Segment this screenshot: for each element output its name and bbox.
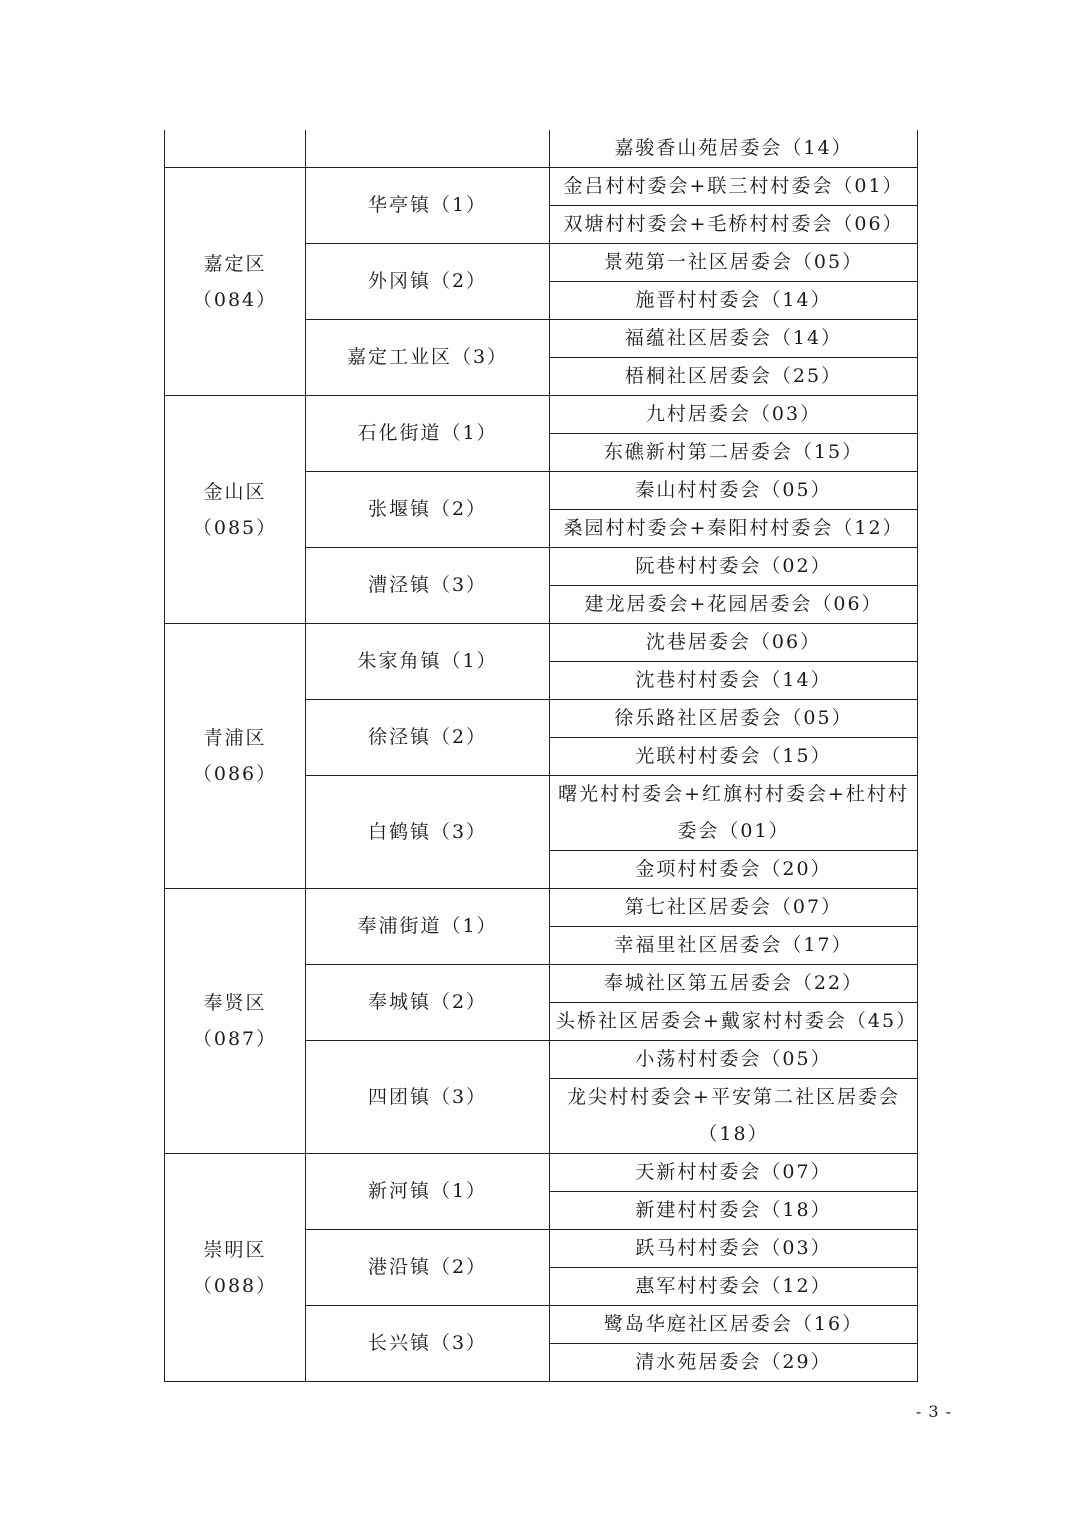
committee-cell: 新建村村委会（18） bbox=[550, 1192, 918, 1230]
district-name: 金山区 bbox=[203, 480, 267, 503]
committee-cell: 沈巷村村委会（14） bbox=[550, 662, 918, 700]
table-row bbox=[165, 624, 918, 662]
town-cell: 嘉定工业区（3） bbox=[306, 320, 550, 396]
town-cell: 石化街道（1） bbox=[306, 396, 550, 472]
committee-cell: 第七社区居委会（07） bbox=[550, 889, 918, 927]
table-row bbox=[165, 889, 918, 927]
table-row bbox=[165, 396, 918, 434]
town-cell: 漕泾镇（3） bbox=[306, 548, 550, 624]
town-cell: 外冈镇（2） bbox=[306, 244, 550, 320]
committee-cell: 建龙居委会+花园居委会（06） bbox=[550, 586, 918, 624]
town-cell: 华亭镇（1） bbox=[306, 168, 550, 244]
town-cell: 奉浦街道（1） bbox=[306, 889, 550, 965]
district-cell bbox=[165, 624, 306, 889]
district-code: （087） bbox=[192, 1028, 278, 1050]
committee-cell: 阮巷村村委会（02） bbox=[550, 548, 918, 586]
town-cell bbox=[306, 130, 550, 168]
district-cell bbox=[165, 396, 306, 624]
committee-cell: 光联村村委会（15） bbox=[550, 738, 918, 776]
table-row bbox=[165, 130, 918, 168]
committee-cell: 秦山村村委会（05） bbox=[550, 472, 918, 510]
town-cell: 长兴镇（3） bbox=[306, 1306, 550, 1382]
town-cell: 港沿镇（2） bbox=[306, 1230, 550, 1306]
committee-cell: 徐乐路社区居委会（05） bbox=[550, 700, 918, 738]
town-cell: 奉城镇（2） bbox=[306, 965, 550, 1041]
committee-cell: 沈巷居委会（06） bbox=[550, 624, 918, 662]
district-cell bbox=[165, 1154, 306, 1382]
town-cell: 白鹤镇（3） bbox=[306, 776, 550, 889]
district-name: 奉贤区 bbox=[203, 992, 267, 1014]
town-cell: 朱家角镇（1） bbox=[306, 624, 550, 700]
district-name: 嘉定区 bbox=[203, 252, 267, 275]
committee-cell: 头桥社区居委会+戴家村村委会（45） bbox=[550, 1003, 918, 1041]
town-cell: 新河镇（1） bbox=[306, 1154, 550, 1230]
committee-cell: 九村居委会（03） bbox=[550, 396, 918, 434]
district-name: 崇明区 bbox=[203, 1238, 267, 1261]
table-row bbox=[165, 1154, 918, 1192]
town-cell: 四团镇（3） bbox=[306, 1041, 550, 1154]
committee-cell: 金项村村委会（20） bbox=[550, 851, 918, 889]
district-cell bbox=[165, 130, 306, 168]
committee-cell: 福蕴社区居委会（14） bbox=[550, 320, 918, 358]
committee-cell: 天新村村委会（07） bbox=[550, 1154, 918, 1192]
committee-cell: 惠军村村委会（12） bbox=[550, 1268, 918, 1306]
committee-cell: 金吕村村委会+联三村村委会（01） bbox=[550, 168, 918, 206]
committee-cell: 跃马村村委会（03） bbox=[550, 1230, 918, 1268]
table-row bbox=[165, 168, 918, 206]
committee-cell: 桑园村村委会+秦阳村村委会（12） bbox=[550, 510, 918, 548]
district-name: 青浦区 bbox=[203, 727, 267, 749]
district-code: （084） bbox=[192, 288, 278, 311]
committee-cell: 梧桐社区居委会（25） bbox=[550, 358, 918, 396]
committee-cell: 小荡村村委会（05） bbox=[550, 1041, 918, 1079]
committee-cell: 东礁新村第二居委会（15） bbox=[550, 434, 918, 472]
committee-cell: 龙尖村村委会+平安第二社区居委会（18） bbox=[550, 1079, 918, 1154]
town-cell: 徐泾镇（2） bbox=[306, 700, 550, 776]
page-number: - 3 - bbox=[915, 1402, 952, 1421]
committee-cell: 嘉骏香山苑居委会（14） bbox=[550, 130, 918, 168]
table-body bbox=[165, 130, 918, 1382]
district-code: （086） bbox=[192, 763, 278, 785]
district-code: （088） bbox=[192, 1274, 278, 1297]
district-cell bbox=[165, 168, 306, 396]
town-cell: 张堰镇（2） bbox=[306, 472, 550, 548]
district-code: （085） bbox=[192, 516, 278, 539]
committee-cell: 鹭岛华庭社区居委会（16） bbox=[550, 1306, 918, 1344]
committee-cell: 曙光村村委会+红旗村村委会+杜村村委会（01） bbox=[550, 776, 918, 851]
committee-cell: 幸福里社区居委会（17） bbox=[550, 927, 918, 965]
committee-cell: 清水苑居委会（29） bbox=[550, 1344, 918, 1382]
committee-cell: 施晋村村委会（14） bbox=[550, 282, 918, 320]
committee-cell: 奉城社区第五居委会（22） bbox=[550, 965, 918, 1003]
committee-cell: 双塘村村委会+毛桥村村委会（06） bbox=[550, 206, 918, 244]
district-cell bbox=[165, 889, 306, 1154]
committee-cell: 景苑第一社区居委会（05） bbox=[550, 244, 918, 282]
allocation-table bbox=[164, 130, 918, 1382]
